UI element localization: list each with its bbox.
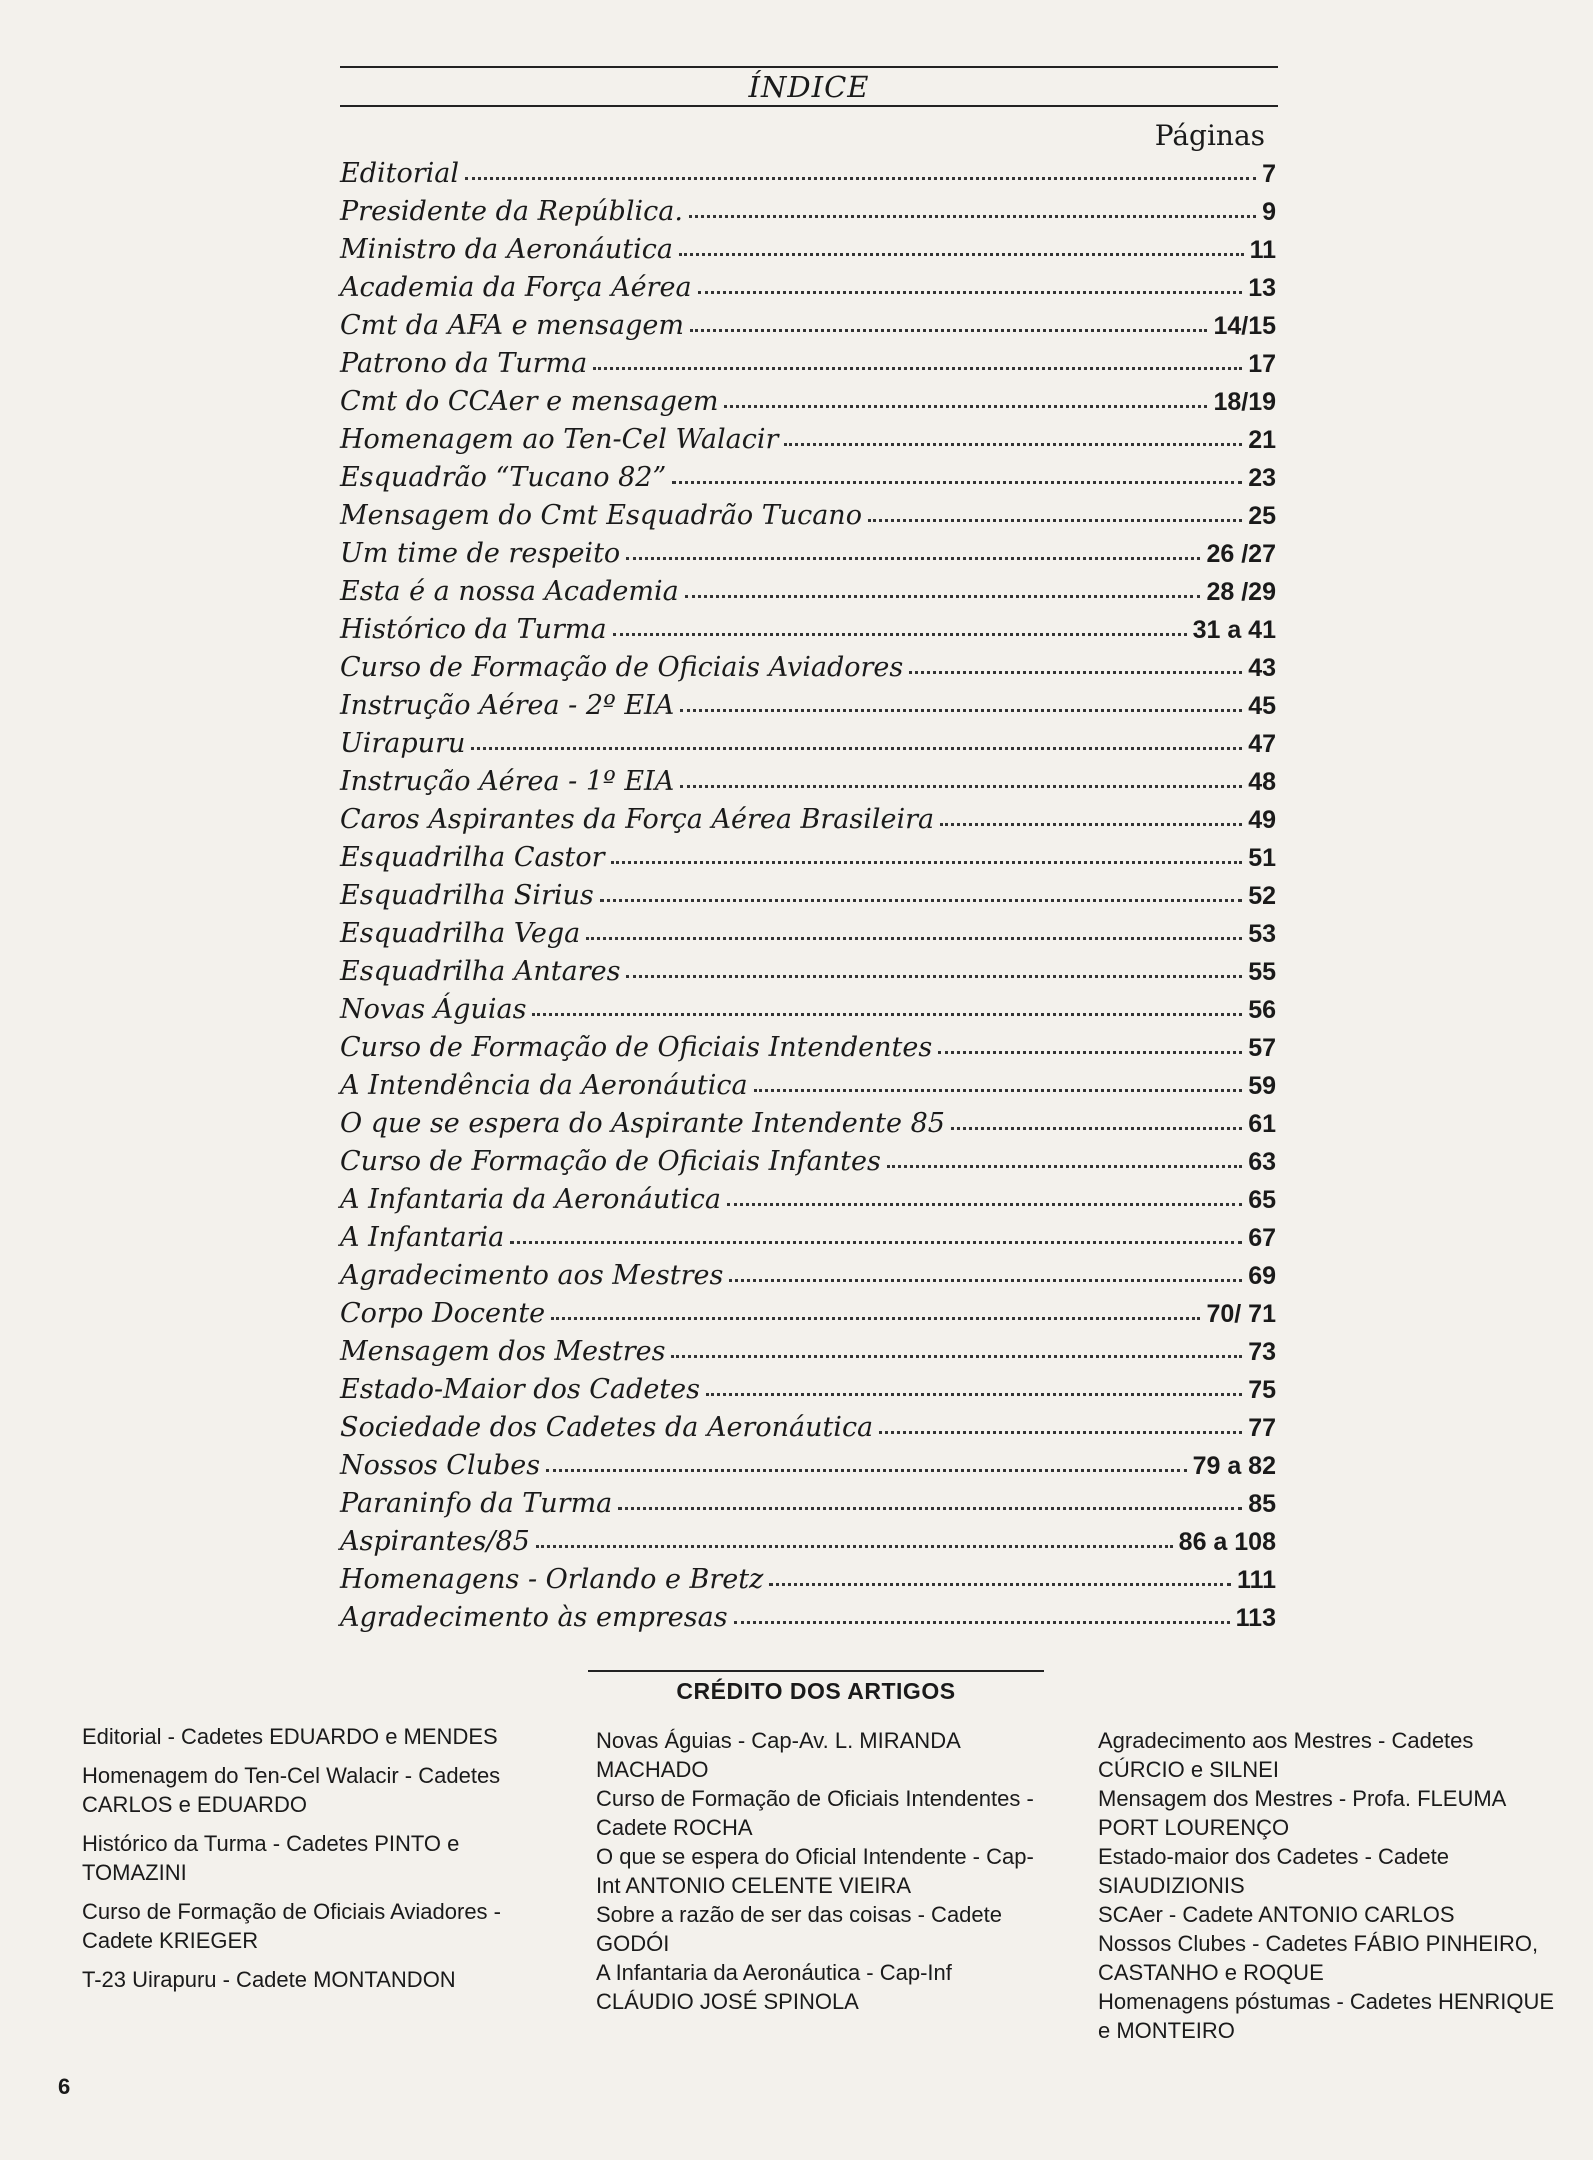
toc-dot-leader: [626, 975, 1242, 978]
credits-column-2: [596, 1726, 1044, 2016]
toc-dot-leader: [680, 709, 1242, 712]
toc-dot-leader: [471, 747, 1242, 750]
toc-entry-page: 43: [1248, 654, 1276, 682]
toc-entry: [340, 1450, 1276, 1488]
toc-entry: [340, 1070, 1276, 1108]
toc-entry: [340, 956, 1276, 994]
toc-entry: [340, 1298, 1276, 1336]
toc-dot-leader: [734, 1621, 1230, 1624]
toc-entry-title: Estado-Maior dos Cadetes: [340, 1374, 700, 1405]
toc-entry-title: Esquadrilha Vega: [340, 918, 581, 949]
toc-dot-leader: [613, 633, 1187, 636]
toc-dot-leader: [909, 671, 1242, 674]
toc-dot-leader: [685, 595, 1201, 598]
toc-entry: [340, 234, 1276, 272]
toc-entry-title: Aspirantes/85: [340, 1526, 530, 1557]
toc-entry: [340, 462, 1276, 500]
toc-entry-title: A Intendência da Aeronáutica: [340, 1070, 748, 1101]
toc-entry-page: 25: [1248, 502, 1276, 530]
toc-entry-page: 23: [1248, 464, 1276, 492]
toc-entry-page: 56: [1248, 996, 1276, 1024]
credits-title: CRÉDITO DOS ARTIGOS: [676, 1678, 956, 1704]
toc-dot-leader: [769, 1583, 1231, 1586]
toc-dot-leader: [536, 1545, 1173, 1548]
toc-entry: [340, 766, 1276, 804]
toc-dot-leader: [887, 1165, 1242, 1168]
toc-dot-leader: [727, 1203, 1242, 1206]
toc-entry-page: 9: [1262, 198, 1276, 226]
toc-dot-leader: [698, 291, 1243, 294]
toc-entry-title: Cmt do CCAer e mensagem: [340, 386, 719, 417]
toc-entry-title: Sociedade dos Cadetes da Aeronáutica: [340, 1412, 874, 1443]
toc-entry: [340, 880, 1276, 918]
toc-entry-title: Esquadrilha Antares: [340, 956, 621, 987]
toc-entry-title: Novas Águias: [340, 994, 527, 1025]
credit-entry: Estado-maior dos Cadetes - Cadete SIAUDIZIONIS: [1098, 1844, 1449, 1898]
toc-dot-leader: [754, 1089, 1243, 1092]
toc-entry-title: Homenagem ao Ten-Cel Walacir: [340, 424, 779, 455]
credit-entry: Sobre a razão de ser das coisas - Cadete GODÓI: [596, 1902, 1003, 1956]
toc-entry-page: 79 a 82: [1192, 1452, 1276, 1480]
index-top-rule: [340, 66, 1278, 68]
toc-entry-page: 73: [1248, 1338, 1276, 1366]
toc-dot-leader: [706, 1393, 1242, 1396]
toc-entry-page: 55: [1248, 958, 1276, 986]
toc-entry: [340, 1374, 1276, 1412]
page-number: 6: [58, 2074, 71, 2099]
toc-entry: [340, 500, 1276, 538]
toc-dot-leader: [626, 557, 1200, 560]
toc-entry-title: Paraninfo da Turma: [340, 1488, 613, 1519]
pages-column-label: Páginas: [1154, 119, 1265, 152]
toc-entry-page: 18/19: [1213, 388, 1276, 416]
toc-entry: [340, 576, 1276, 614]
toc-entry: [340, 1412, 1276, 1450]
toc-entry: [340, 1336, 1276, 1374]
toc-dot-leader: [679, 253, 1244, 256]
index-title: ÍNDICE: [748, 70, 870, 104]
toc-entry: [340, 1184, 1276, 1222]
toc-entry-page: 59: [1248, 1072, 1276, 1100]
toc-entry: [340, 1526, 1276, 1564]
toc-entry-page: 53: [1248, 920, 1276, 948]
credit-entry: Nossos Clubes - Cadetes FÁBIO PINHEIRO, CASTANHO e ROQUE: [1098, 1931, 1539, 1985]
toc-entry-title: Homenagens - Orlando e Bretz: [340, 1564, 764, 1595]
toc-entry-page: 77: [1248, 1414, 1276, 1442]
toc-entry-page: 21: [1248, 426, 1276, 454]
toc-dot-leader: [618, 1507, 1242, 1510]
credit-entry: Homenagens póstumas - Cadetes HENRIQUE e MONTEIRO: [1098, 1989, 1555, 2043]
credits-rule: [588, 1670, 1044, 1672]
credit-entry: Curso de Formação de Oficiais Intendentes - Cadete ROCHA: [596, 1786, 1034, 1840]
toc-entry-title: Instrução Aérea - 2º EIA: [340, 690, 675, 721]
credit-entry: T-23 Uirapuru - Cadete MONTANDON: [82, 1967, 456, 1992]
toc-dot-leader: [532, 1013, 1242, 1016]
credit-entry: Histórico da Turma - Cadetes PINTO e TOMAZINI: [82, 1831, 460, 1885]
toc-entry: [340, 918, 1276, 956]
toc-entry-page: 31 a 41: [1192, 616, 1276, 644]
toc-dot-leader: [940, 823, 1242, 826]
toc-entry: [340, 196, 1276, 234]
toc-entry-page: 47: [1248, 730, 1276, 758]
toc-dot-leader: [672, 481, 1242, 484]
toc-entry-title: Cmt da AFA e mensagem: [340, 310, 684, 341]
toc-entry-title: A Infantaria: [340, 1222, 505, 1253]
toc-entry-title: Esquadrilha Sirius: [340, 880, 594, 911]
toc-entry-title: Patrono da Turma: [340, 348, 588, 379]
toc-entry-title: Curso de Formação de Oficiais Aviadores: [340, 652, 904, 683]
toc-entry: [340, 386, 1276, 424]
toc-entry-title: Academia da Força Aérea: [340, 272, 692, 303]
toc-entry-page: 69: [1248, 1262, 1276, 1290]
toc-entry-title: Uirapuru: [340, 728, 466, 759]
credits-column-3: [1098, 1726, 1560, 2045]
credit-entry: O que se espera do Oficial Intendente - Cap-Int ANTONIO CELENTE VIEIRA: [596, 1844, 1034, 1898]
toc-entry: [340, 310, 1276, 348]
credit-entry: Editorial - Cadetes EDUARDO e MENDES: [82, 1724, 498, 1749]
toc-entry-title: O que se espera do Aspirante Intendente 85: [340, 1108, 945, 1139]
toc-entry-page: 61: [1248, 1110, 1276, 1138]
toc-entry-page: 52: [1248, 882, 1276, 910]
credit-entry: Mensagem dos Mestres - Profa. FLEUMA PORT LOURENÇO: [1098, 1786, 1506, 1840]
toc-dot-leader: [546, 1469, 1186, 1472]
toc-entry-page: 13: [1248, 274, 1276, 302]
toc-entry-title: Curso de Formação de Oficiais Intendentes: [340, 1032, 933, 1063]
toc-entry-title: Instrução Aérea - 1º EIA: [340, 766, 675, 797]
toc-dot-leader: [729, 1279, 1242, 1282]
toc-dot-leader: [680, 785, 1242, 788]
toc-dot-leader: [951, 1127, 1242, 1130]
toc-entry: [340, 804, 1276, 842]
toc-dot-leader: [784, 443, 1242, 446]
toc-entry-page: 70/ 71: [1206, 1300, 1276, 1328]
toc-entry-title: Mensagem do Cmt Esquadrão Tucano: [340, 500, 862, 531]
toc-entry-page: 85: [1248, 1490, 1276, 1518]
toc-entry-page: 48: [1248, 768, 1276, 796]
toc-entry-title: Presidente da República.: [340, 196, 683, 227]
toc-entry-page: 86 a 108: [1178, 1528, 1276, 1556]
toc-entry-title: A Infantaria da Aeronáutica: [340, 1184, 721, 1215]
toc-entry: [340, 424, 1276, 462]
credit-entry: Agradecimento aos Mestres - Cadetes CÚRCIO e SILNEI: [1098, 1728, 1474, 1782]
toc-entry-title: Nossos Clubes: [340, 1450, 541, 1481]
toc-entry: [340, 158, 1276, 196]
toc-entry-page: 57: [1248, 1034, 1276, 1062]
toc-entry-page: 51: [1248, 844, 1276, 872]
toc-entry-title: Editorial: [340, 158, 460, 189]
toc-dot-leader: [611, 861, 1243, 864]
toc-dot-leader: [879, 1431, 1242, 1434]
toc-dot-leader: [868, 519, 1242, 522]
toc-entry-page: 28 /29: [1206, 578, 1276, 606]
table-of-contents: [340, 158, 1276, 1640]
toc-dot-leader: [465, 177, 1256, 180]
toc-entry: [340, 728, 1276, 766]
toc-entry-page: 113: [1235, 1604, 1276, 1632]
toc-entry: [340, 1108, 1276, 1146]
toc-entry: [340, 1032, 1276, 1070]
toc-entry-page: 75: [1248, 1376, 1276, 1404]
toc-entry-page: 11: [1249, 236, 1276, 264]
toc-entry-page: 63: [1248, 1148, 1276, 1176]
index-title-rule: [340, 105, 1278, 107]
toc-dot-leader: [551, 1317, 1200, 1320]
toc-entry-title: Caros Aspirantes da Força Aérea Brasileira: [340, 804, 935, 835]
toc-entry-title: Agradecimento aos Mestres: [340, 1260, 724, 1291]
toc-entry-title: Curso de Formação de Oficiais Infantes: [340, 1146, 881, 1177]
toc-dot-leader: [689, 215, 1256, 218]
toc-entry: [340, 842, 1276, 880]
toc-entry-page: 17: [1248, 350, 1276, 378]
credit-entry: Novas Águias - Cap-Av. L. MIRANDA MACHADO: [596, 1728, 960, 1782]
toc-entry: [340, 1602, 1276, 1640]
credits-column-1: [82, 1722, 544, 2004]
toc-dot-leader: [586, 937, 1242, 940]
toc-entry-title: Corpo Docente: [340, 1298, 546, 1329]
toc-entry-page: 111: [1237, 1566, 1276, 1594]
toc-entry-title: Um time de respeito: [340, 538, 621, 569]
toc-entry: [340, 348, 1276, 386]
toc-entry: [340, 1222, 1276, 1260]
toc-dot-leader: [510, 1241, 1242, 1244]
toc-entry: [340, 1488, 1276, 1526]
toc-entry: [340, 1260, 1276, 1298]
toc-dot-leader: [938, 1051, 1242, 1054]
toc-dot-leader: [593, 367, 1242, 370]
toc-entry: [340, 690, 1276, 728]
credit-entry: SCAer - Cadete ANTONIO CARLOS: [1098, 1902, 1455, 1927]
toc-entry-page: 7: [1262, 160, 1276, 188]
toc-entry-page: 67: [1248, 1224, 1276, 1252]
toc-entry: [340, 614, 1276, 652]
credit-entry: A Infantaria da Aeronáutica - Cap-Inf CLÁUDIO JOSÉ SPINOLA: [596, 1960, 952, 2014]
toc-entry-page: 26 /27: [1206, 540, 1276, 568]
toc-entry-page: 45: [1248, 692, 1276, 720]
toc-entry: [340, 994, 1276, 1032]
toc-entry: [340, 538, 1276, 576]
toc-entry-page: 14/15: [1213, 312, 1276, 340]
toc-entry-title: Agradecimento às empresas: [340, 1602, 728, 1633]
toc-dot-leader: [600, 899, 1242, 902]
toc-dot-leader: [690, 329, 1207, 332]
credit-entry: Homenagem do Ten-Cel Walacir - Cadetes CARLOS e EDUARDO: [82, 1763, 501, 1817]
toc-entry: [340, 272, 1276, 310]
toc-entry-title: Esquadrilha Castor: [340, 842, 605, 873]
toc-entry: [340, 652, 1276, 690]
toc-dot-leader: [724, 405, 1207, 408]
toc-entry-page: 65: [1248, 1186, 1276, 1214]
toc-dot-leader: [671, 1355, 1242, 1358]
toc-entry-title: Ministro da Aeronáutica: [340, 234, 673, 265]
credit-entry: Curso de Formação de Oficiais Aviadores - Cadete KRIEGER: [82, 1899, 501, 1953]
toc-entry-title: Histórico da Turma: [340, 614, 607, 645]
toc-entry: [340, 1146, 1276, 1184]
toc-entry-title: Esta é a nossa Academia: [340, 576, 679, 607]
toc-entry: [340, 1564, 1276, 1602]
toc-entry-title: Esquadrão “Tucano 82”: [340, 462, 667, 493]
toc-entry-title: Mensagem dos Mestres: [340, 1336, 666, 1367]
toc-entry-page: 49: [1248, 806, 1276, 834]
